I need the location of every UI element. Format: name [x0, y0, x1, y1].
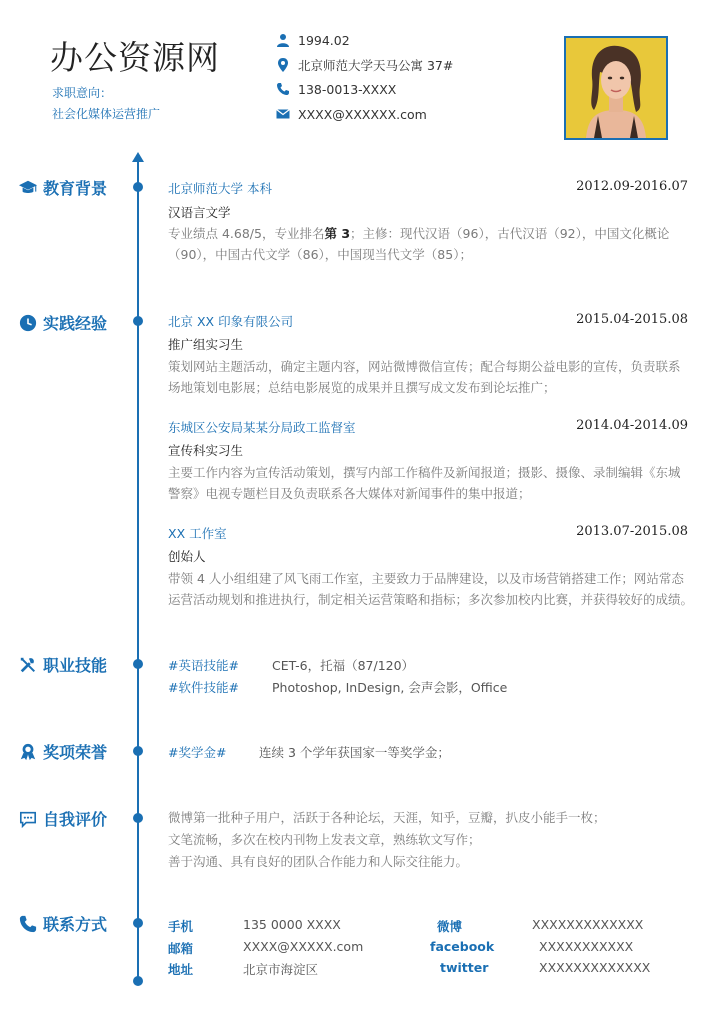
section-label: 自我评价	[43, 810, 108, 829]
self-eval-line: 善于沟通、具有良好的团队合作能力和人际交往能力。	[168, 854, 469, 869]
section-title-awards	[18, 740, 107, 763]
timeline-dot-practice	[133, 316, 143, 326]
chat-icon	[18, 809, 38, 829]
practice-org: 北京 XX 印象有限公司	[168, 314, 294, 329]
section-title-education	[18, 176, 107, 199]
contact-address-key: 地址	[168, 962, 194, 977]
phone-row	[276, 79, 396, 99]
address-row	[276, 55, 453, 75]
section-label: 奖项荣誉	[43, 743, 108, 762]
applicant-name: 办公资源网	[50, 38, 220, 77]
practice-org: 东城区公安局某某分局政工监督室	[168, 420, 356, 435]
section-title-self	[18, 807, 107, 830]
phone-icon	[276, 82, 290, 96]
practice-org: XX 工作室	[168, 526, 227, 541]
phone-number: 138-0013-XXXX	[298, 81, 397, 97]
contact-facebook-value: XXXXXXXXXXX	[539, 939, 634, 954]
contact-facebook-key: facebook	[430, 939, 495, 954]
timeline-dot-end	[133, 976, 143, 986]
practice-role: 创始人	[168, 549, 206, 564]
practice-desc-line: 主要工作内容为宣传活动策划，撰写内部工作稿件及新闻报道；摄影、摄像、录制编辑《东城	[168, 465, 681, 480]
education-major: 汉语言文学	[168, 205, 231, 220]
practice-date: 2014.04-2014.09	[576, 418, 688, 433]
timeline-dot-awards	[133, 746, 143, 756]
mail-icon	[276, 107, 290, 121]
timeline-dot-education	[133, 182, 143, 192]
birth-row	[276, 30, 350, 50]
award-value: 连续 3 个学年获国家一等奖学金；	[259, 745, 450, 760]
contact-mail-value: XXXX@XXXXX.com	[243, 939, 364, 954]
medal-icon	[18, 742, 38, 762]
contact-phone-key: 手机	[168, 919, 194, 934]
section-title-skills	[18, 653, 107, 676]
email-address: XXXX@XXXXXX.com	[298, 106, 427, 122]
contact-phone-value: 135 0000 XXXX	[243, 917, 341, 932]
timeline-dot-skills	[133, 659, 143, 669]
education-desc-line1	[168, 224, 669, 242]
contact-twitter-key: twitter	[440, 960, 489, 975]
phone-icon	[18, 914, 38, 934]
timeline-dot-self	[133, 813, 143, 823]
section-label: 联系方式	[43, 915, 108, 934]
tools-icon	[18, 655, 38, 675]
education-desc-line2: （90），中国古代文学（86），中国现当代文学（85）；	[168, 247, 472, 262]
address: 北京师范大学天马公寓 37#	[298, 58, 454, 73]
contact-address-value: 北京市海淀区	[243, 962, 319, 977]
education-desc-rest: ；主修：现代汉语（96），古代汉语（92），中国文化概论	[350, 226, 670, 241]
self-eval-line: 微博第一批种子用户，活跃于各种论坛，天涯，知乎，豆瓣，扒皮小能手一枚；	[168, 810, 606, 825]
education-date: 2012.09-2016.07	[576, 179, 688, 194]
practice-desc-line: 警察》电视专题栏目及负责联系各大媒体对新闻事件的集中报道；	[168, 486, 531, 501]
practice-role: 推广组实习生	[168, 337, 244, 352]
section-title-practice	[18, 311, 107, 334]
practice-desc-line: 策划网站主题活动，确定主题内容，网站微博微信宣传；配合每期公益电影的宣传，负责联系	[168, 359, 681, 374]
practice-role: 宣传科实习生	[168, 443, 244, 458]
education-desc-prefix: 专业绩点 4.68/5，专业排名	[168, 226, 325, 241]
skill-value: CET-6，托福（87/120）	[272, 658, 415, 673]
timeline-dot-contact	[133, 918, 143, 928]
birth-date: 1994.02	[298, 32, 350, 48]
contact-weibo-key: 微博	[437, 919, 463, 934]
contact-twitter-value: XXXXXXXXXXXXX	[539, 960, 651, 975]
section-label: 职业技能	[43, 656, 108, 675]
contact-mail-key: 邮箱	[168, 941, 194, 956]
clock-icon	[18, 313, 38, 333]
profile-photo	[564, 36, 668, 140]
timeline-arrow	[132, 152, 144, 162]
education-school: 北京师范大学 本科	[168, 181, 272, 196]
skill-tag: #英语技能#	[168, 658, 239, 673]
self-eval-line: 文笔流畅，多次在校内刊物上发表文章，熟练软文写作；	[168, 832, 481, 847]
section-label: 教育背景	[43, 179, 108, 198]
practice-desc-line: 场地策划电影展；总结电影展览的成果并且撰写成文发布到论坛推广；	[168, 380, 556, 395]
section-title-contact	[18, 912, 107, 935]
timeline-line	[137, 160, 139, 980]
skill-value: Photoshop, InDesign, 会声会影，Office	[272, 680, 508, 695]
skill-tag: #软件技能#	[168, 680, 239, 695]
email-row	[276, 104, 427, 124]
location-icon	[276, 58, 290, 72]
person-icon	[276, 33, 290, 47]
education-rank: 第 3	[324, 226, 351, 241]
award-tag: #奖学金#	[168, 745, 227, 760]
practice-desc-line: 带领 4 人小组组建了风飞雨工作室，主要致力于品牌建设，以及市场营销搭建工作；网站常态	[168, 571, 684, 586]
practice-date: 2015.04-2015.08	[576, 312, 688, 327]
job-intent-value: 社会化媒体运营推广	[52, 107, 161, 121]
practice-date: 2013.07-2015.08	[576, 524, 688, 539]
section-label: 实践经验	[43, 314, 108, 333]
graduation-cap-icon	[18, 178, 38, 198]
job-intent-label: 求职意向：	[52, 86, 113, 100]
practice-desc-line: 运营活动规划和推进执行，制定相关运营策略和指标；多次参加校内比赛，并获得较好的成绩。	[168, 592, 694, 607]
contact-weibo-value: XXXXXXXXXXXXX	[532, 917, 644, 932]
